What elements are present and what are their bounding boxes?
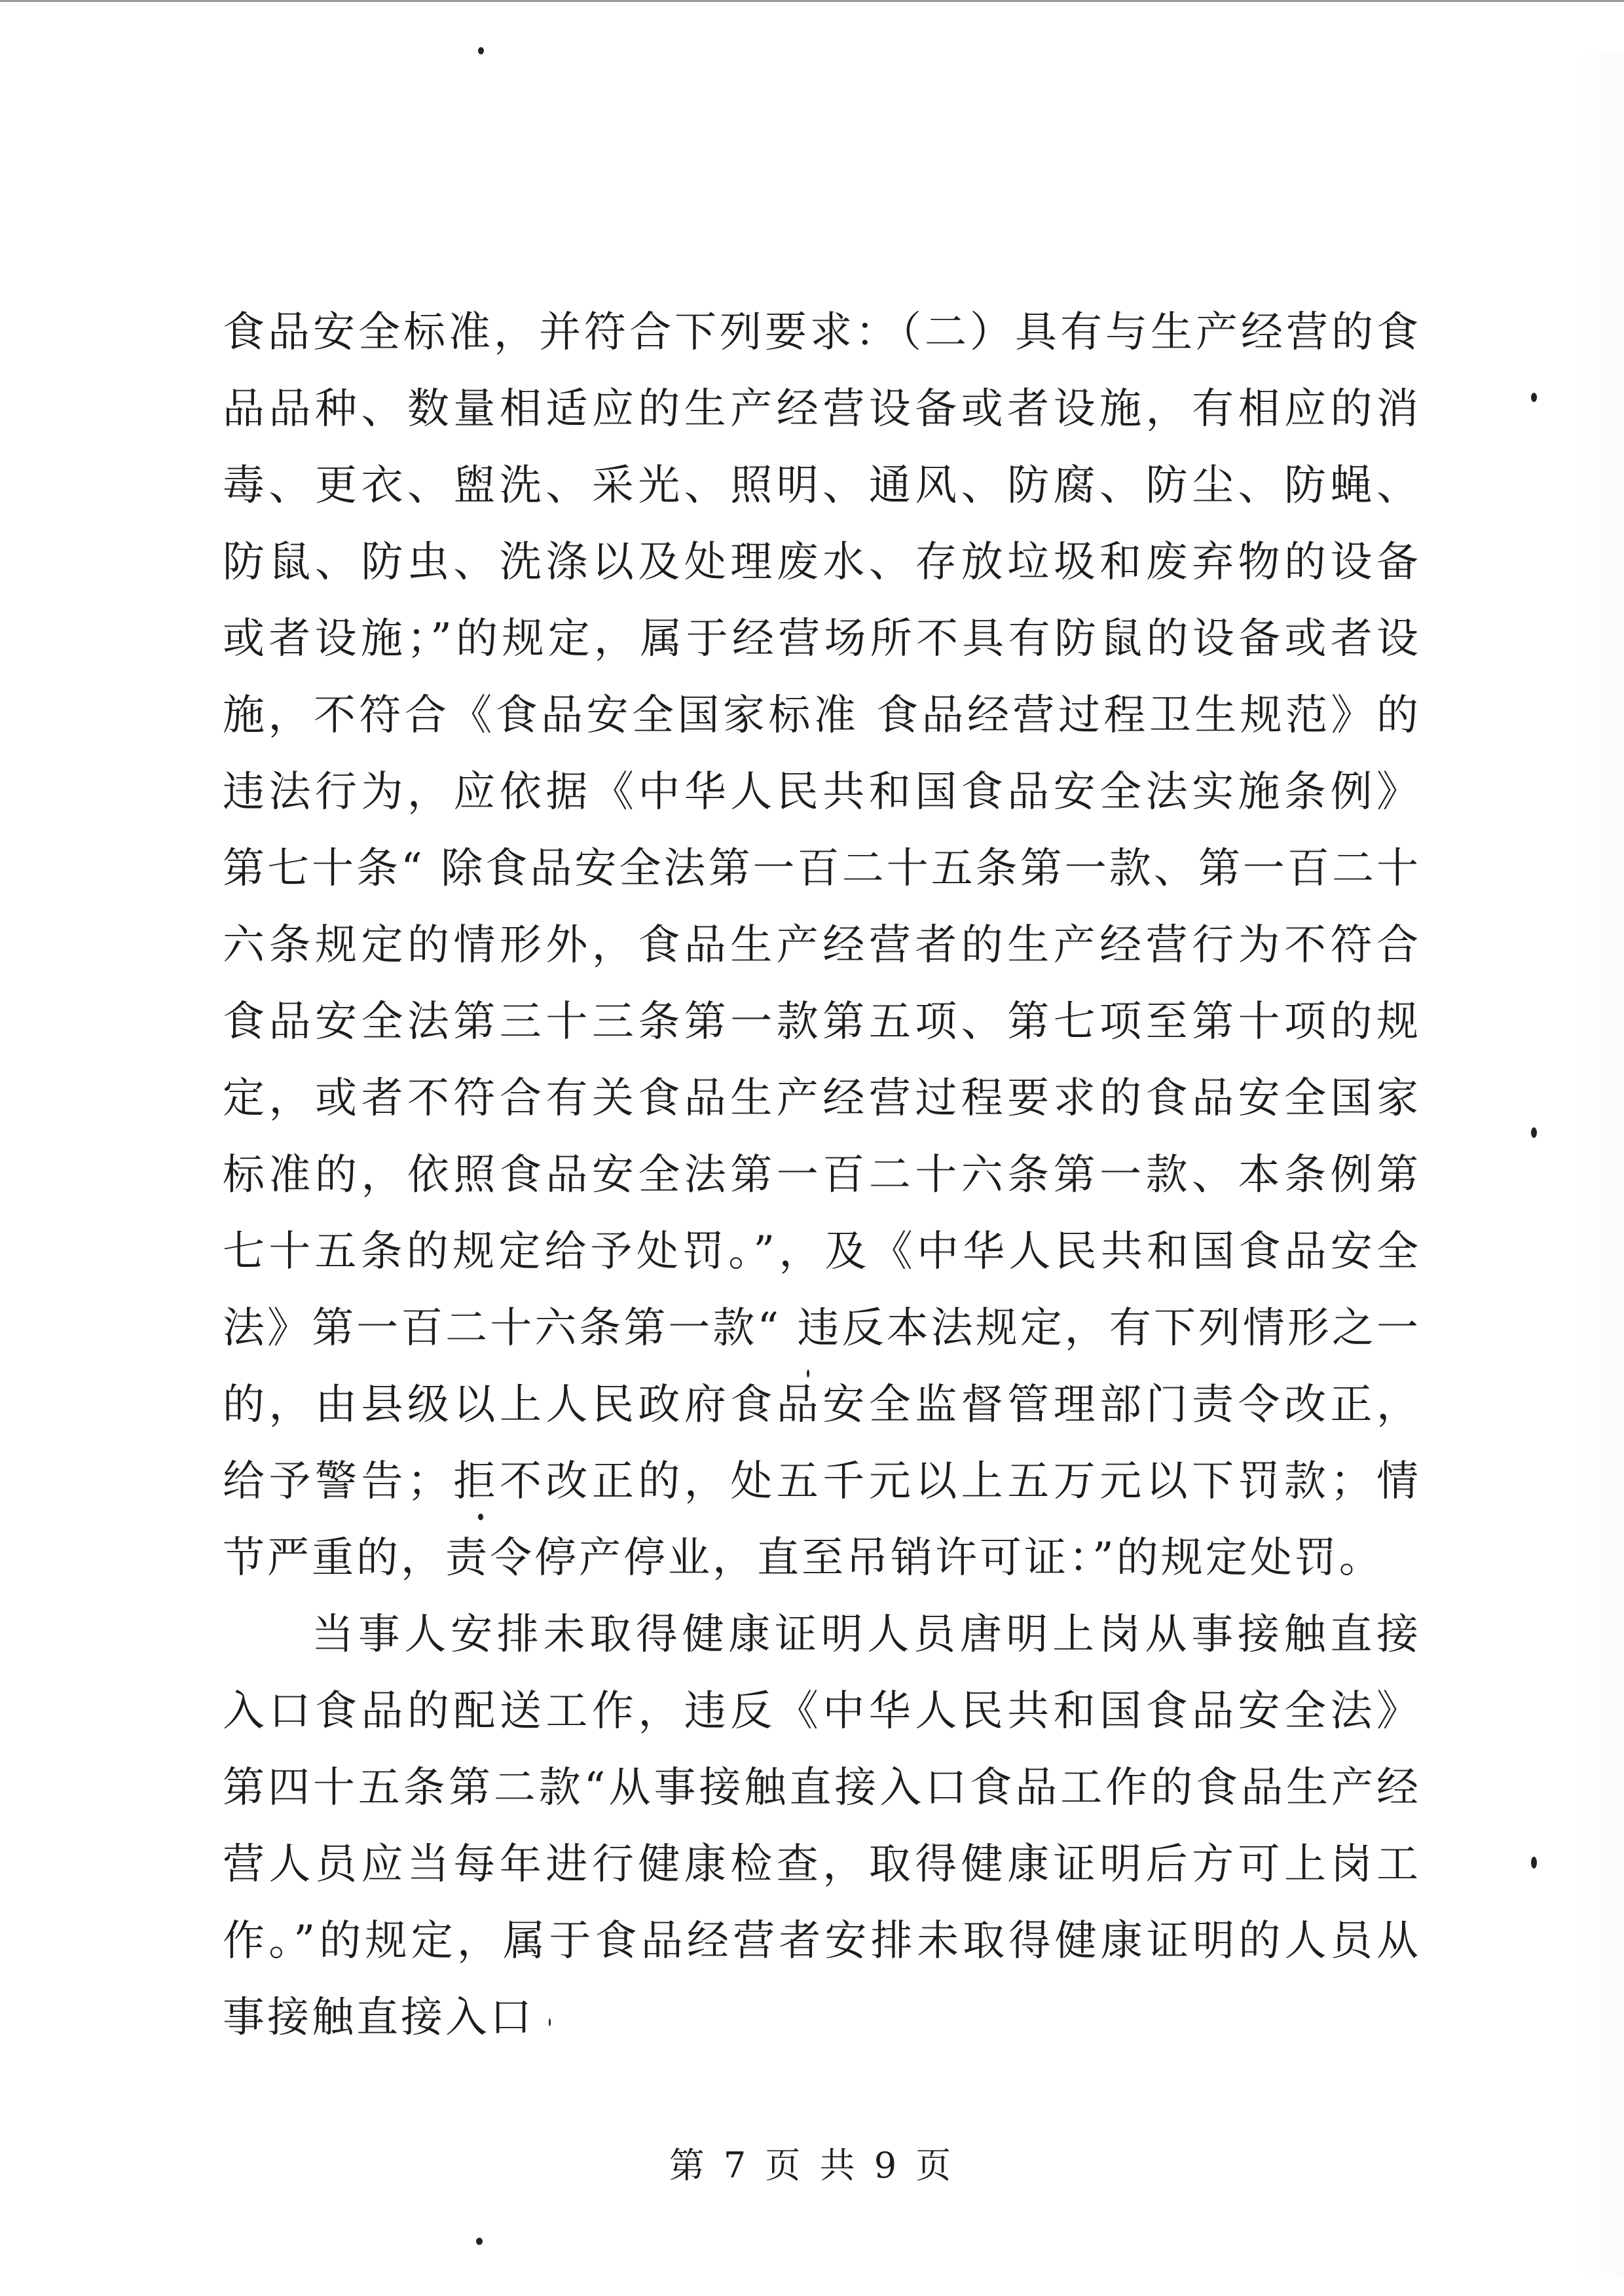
document-body [223,295,1421,2056]
body-paragraph-2: 当事人安排未取得健康证明人员唐明上岗从事接触直接入口食品的配送工作，违反《中华人民共和国食品安全法》第四十五条第二款“从事接触直接入口食品工作的食品生产经营人员应当每年进行健康检查，取得健康证明后方可上岗工作。”的规定，属于食品经营者安排未取得健康证明的人员从事接触直接入口 [223,1611,1421,2042]
scan-speck [1531,1857,1537,1868]
scan-speck [476,2238,483,2245]
scan-speck [1531,1127,1537,1138]
scan-edge-shading [1578,52,1624,2278]
scan-speck [478,47,484,54]
scan-speck [1531,393,1537,402]
page-number-footer: 第 7 页 共 9 页 [669,2145,955,2186]
body-paragraph-1: 食品安全标准，并符合下列要求：（二）具有与生产经营的食品品种、数量相适应的生产经营设备或者设施，有相应的消毒、更衣、盥洗、采光、照明、通风、防腐、防尘、防蝇、防鼠、防虫、洗涤以及处理废水、存放垃圾和废弃物的设备或者设施；”的规定，属于经营场所不具有防鼠的设备或者设施，不符合《食品安全国家标准 食品经营过程卫生规范》的违法行为，应依据《中华人民共和国食品安全法实施条例》第七十条“ 除食品安全法第一百二十五条第一款、第一百二十六条规定的情形外，食品生产经营者的生产经营行为不符合食品安全法第三十三条第一款第五项、第七项至第十项的规定，或者不符合有关食品生产经营过程要求的食品安全国家标准的，依照食品安全法第一百二十六条第一款、本条例第七十五条的规定给予处罚。”，及《中华人民共和国食品安全法》第一百二十六条第一款“ 违反本法规定，有下列情形之一的，由县级以上人民政府食品安全监督管理部门责令改正，给予警告；拒不改正的，处五千元以上五万元以下罚款；情节严重的，责令停产停业，直至吊销许可证：”的规定处罚。 [223,308,1421,1582]
scan-top-edge [0,0,1624,2]
